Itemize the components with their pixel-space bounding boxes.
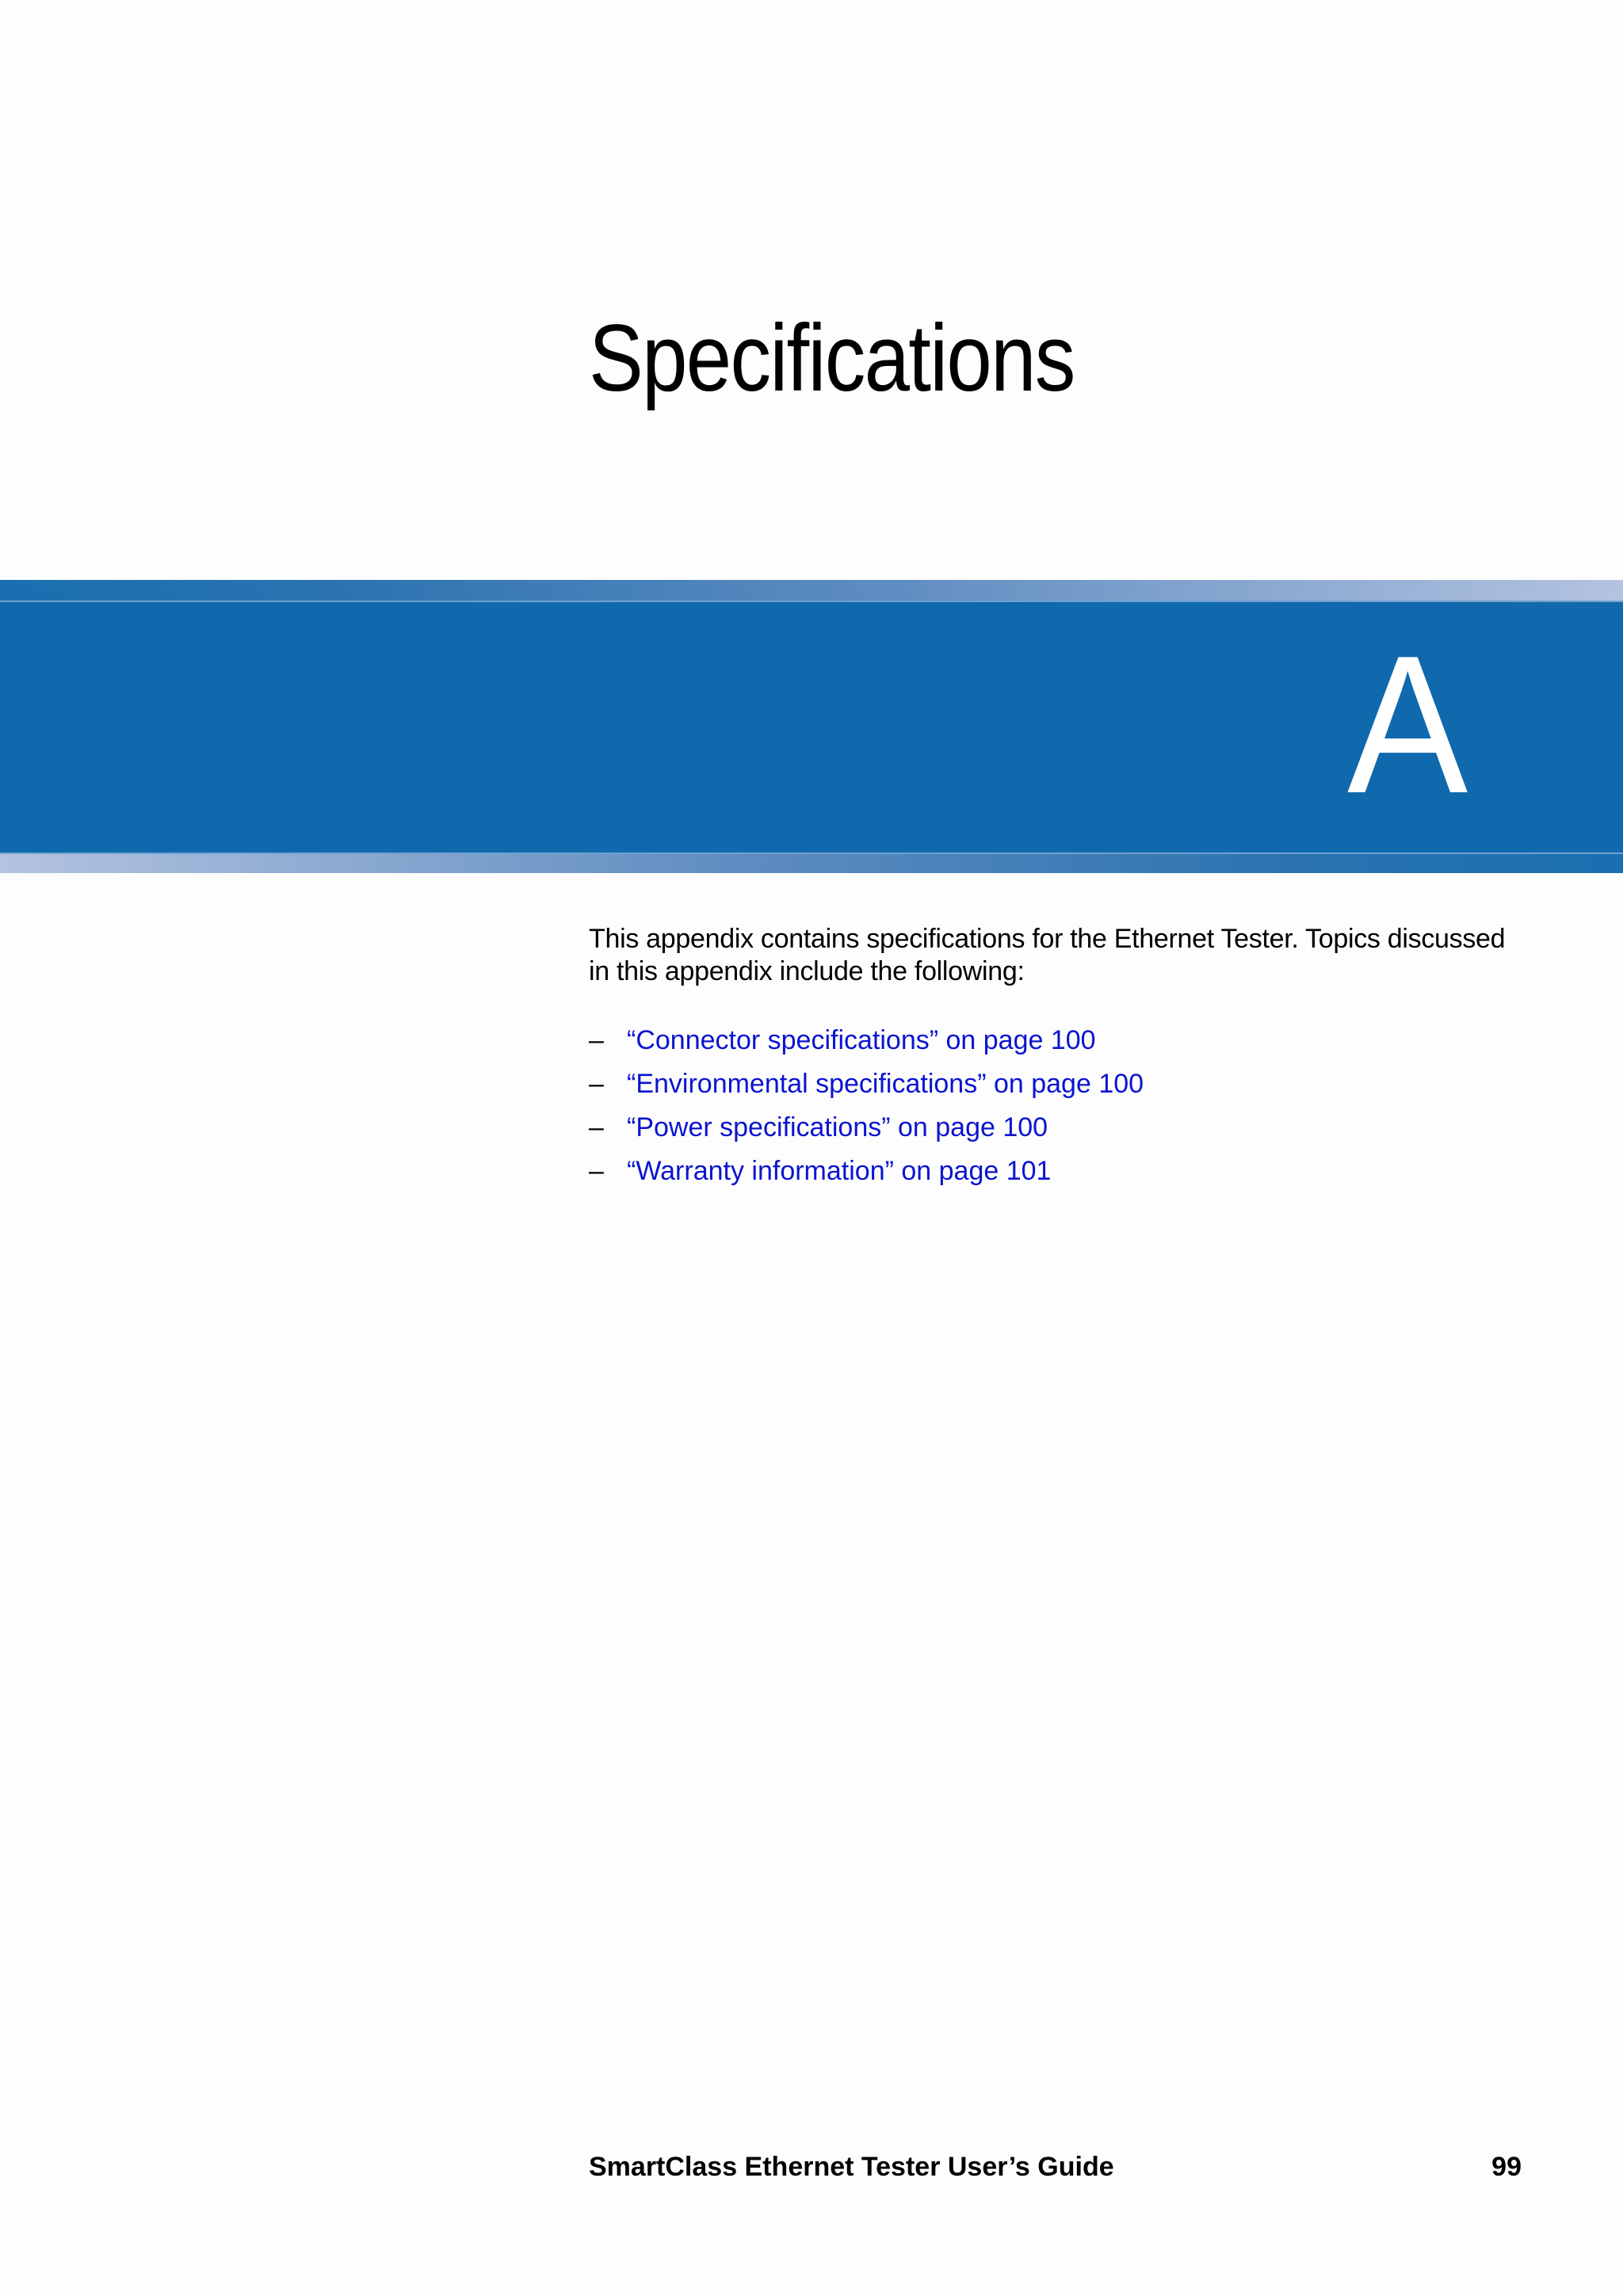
list-dash: – — [589, 1156, 604, 1186]
chapter-title: Specifications — [589, 305, 1075, 411]
intro-paragraph: This appendix contains specifications for the Ethernet Tester. Topics discussed in this appendix include the following: — [589, 924, 1506, 986]
list-item — [589, 1021, 1144, 1065]
list-dash: – — [589, 1025, 604, 1055]
chapter-band-top-stripe — [0, 580, 1623, 601]
topic-link-connector-specifications[interactable]: “Connector specifications” on page 100 — [627, 1025, 1096, 1055]
list-item — [589, 1108, 1144, 1152]
topic-link-warranty-information[interactable]: “Warranty information” on page 101 — [627, 1156, 1052, 1186]
footer-page-number: 99 — [1491, 2152, 1522, 2182]
appendix-letter: A — [1347, 614, 1468, 834]
topic-link-environmental-specifications[interactable]: “Environmental specifications” on page 100 — [627, 1069, 1144, 1099]
list-item — [589, 1152, 1144, 1196]
topic-link-power-specifications[interactable]: “Power specifications” on page 100 — [627, 1112, 1048, 1142]
footer-guide-title: SmartClass Ethernet Tester User’s Guide — [589, 2152, 1114, 2182]
list-dash: – — [589, 1112, 604, 1142]
topic-list — [589, 1021, 1144, 1196]
chapter-band-bottom-stripe — [0, 852, 1623, 873]
list-dash: – — [589, 1069, 604, 1099]
list-item — [589, 1065, 1144, 1108]
